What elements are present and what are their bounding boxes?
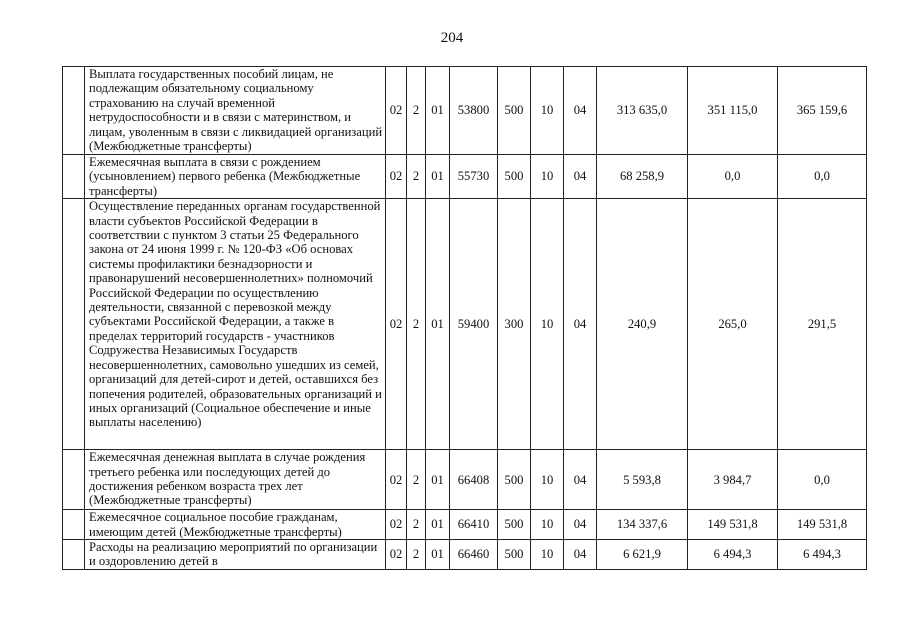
code-subsection: 04: [564, 67, 597, 155]
code-expense-type: 500: [498, 155, 531, 199]
row-spacer-cell: [63, 67, 85, 155]
row-description: Ежемесячная денежная выплата в случае рождения третьего ребенка или последующих детей до достижения ребенком возраста трех лет (Межбюджетные трансферты): [85, 450, 386, 510]
amount-year-2: 351 115,0: [688, 67, 778, 155]
code-section: 10: [531, 510, 564, 540]
code-section: 10: [531, 67, 564, 155]
row-spacer-cell: [63, 510, 85, 540]
code-section: 10: [531, 450, 564, 510]
amount-year-3: 149 531,8: [778, 510, 867, 540]
amount-year-1: 5 593,8: [597, 450, 688, 510]
amount-year-3: 0,0: [778, 450, 867, 510]
amount-year-2: 265,0: [688, 199, 778, 450]
code-direction: 53800: [450, 67, 498, 155]
table-row: [63, 67, 867, 155]
code-expense-type: 500: [498, 67, 531, 155]
amount-year-2: 0,0: [688, 155, 778, 199]
code-subprogram: 01: [426, 510, 450, 540]
row-description: Ежемесячное социальное пособие гражданам, имеющим детей (Межбюджетные трансферты): [85, 510, 386, 540]
code-subprogram: 01: [426, 450, 450, 510]
amount-year-1: 240,9: [597, 199, 688, 450]
code-expense-type: 500: [498, 450, 531, 510]
code-program: 2: [407, 450, 426, 510]
code-direction: 66410: [450, 510, 498, 540]
budget-table: [62, 66, 867, 570]
amount-year-3: 0,0: [778, 155, 867, 199]
code-subsection: 04: [564, 510, 597, 540]
row-spacer-cell: [63, 540, 85, 570]
code-subprogram: 01: [426, 67, 450, 155]
row-spacer-cell: [63, 199, 85, 450]
amount-year-2: 3 984,7: [688, 450, 778, 510]
code-program: 2: [407, 540, 426, 570]
amount-year-1: 6 621,9: [597, 540, 688, 570]
code-subsection: 04: [564, 540, 597, 570]
code-section: 10: [531, 155, 564, 199]
code-direction: 66408: [450, 450, 498, 510]
table-row: [63, 450, 867, 510]
code-subprogram: 01: [426, 199, 450, 450]
code-program: 2: [407, 67, 426, 155]
code-subsection: 04: [564, 155, 597, 199]
code-subprogram: 01: [426, 540, 450, 570]
amount-year-3: 6 494,3: [778, 540, 867, 570]
row-spacer-cell: [63, 450, 85, 510]
code-subprogram: 01: [426, 155, 450, 199]
code-ministry: 02: [386, 155, 407, 199]
row-spacer-cell: [63, 155, 85, 199]
page-number: 204: [440, 30, 464, 46]
table-row: [63, 540, 867, 570]
code-section: 10: [531, 199, 564, 450]
code-ministry: 02: [386, 67, 407, 155]
code-ministry: 02: [386, 450, 407, 510]
code-expense-type: 500: [498, 540, 531, 570]
code-ministry: 02: [386, 199, 407, 450]
table-body: [63, 67, 867, 570]
table-row: [63, 199, 867, 450]
table-row: [63, 155, 867, 199]
code-direction: 66460: [450, 540, 498, 570]
code-expense-type: 500: [498, 510, 531, 540]
row-description: Ежемесячная выплата в связи с рождением (усыновлением) первого ребенка (Межбюджетные трансферты): [85, 155, 386, 199]
amount-year-3: 291,5: [778, 199, 867, 450]
code-subsection: 04: [564, 199, 597, 450]
code-program: 2: [407, 155, 426, 199]
amount-year-1: 313 635,0: [597, 67, 688, 155]
table-row: [63, 510, 867, 540]
code-ministry: 02: [386, 510, 407, 540]
row-description: Осуществление переданных органам государственной власти субъектов Российской Федерации в соответствии с пунктом 3 статьи 25 Федерального закона от 24 июня 1999 г. № 120-ФЗ «Об основах системы профилактики безнадзорности и правонарушений несовершеннолетних» полномочий Российской Федерации по осуществлению деятельности, связанной с перевозкой между субъектами Российской Федерации, а также в пределах территорий государств - участников Содружества Независимых Государств несовершеннолетних, самовольно ушедших из семей, организаций для детей-сирот и детей, оставшихся без попечения родителей, образовательных организаций и иных организаций (Социальное обеспечение и иные выплаты населению): [85, 199, 386, 450]
row-description: Выплата государственных пособий лицам, не подлежащим обязательному социальному страхованию на случай временной нетрудоспособности и в связи с материнством, и лицам, уволенным в связи с ликвидацией организаций (Межбюджетные трансферты): [85, 67, 386, 155]
code-section: 10: [531, 540, 564, 570]
amount-year-3: 365 159,6: [778, 67, 867, 155]
amount-year-2: 149 531,8: [688, 510, 778, 540]
code-expense-type: 300: [498, 199, 531, 450]
code-program: 2: [407, 199, 426, 450]
code-direction: 59400: [450, 199, 498, 450]
code-subsection: 04: [564, 450, 597, 510]
amount-year-1: 134 337,6: [597, 510, 688, 540]
code-direction: 55730: [450, 155, 498, 199]
amount-year-1: 68 258,9: [597, 155, 688, 199]
amount-year-2: 6 494,3: [688, 540, 778, 570]
code-ministry: 02: [386, 540, 407, 570]
row-description: Расходы на реализацию мероприятий по организации и оздоровлению детей в: [85, 540, 386, 570]
code-program: 2: [407, 510, 426, 540]
